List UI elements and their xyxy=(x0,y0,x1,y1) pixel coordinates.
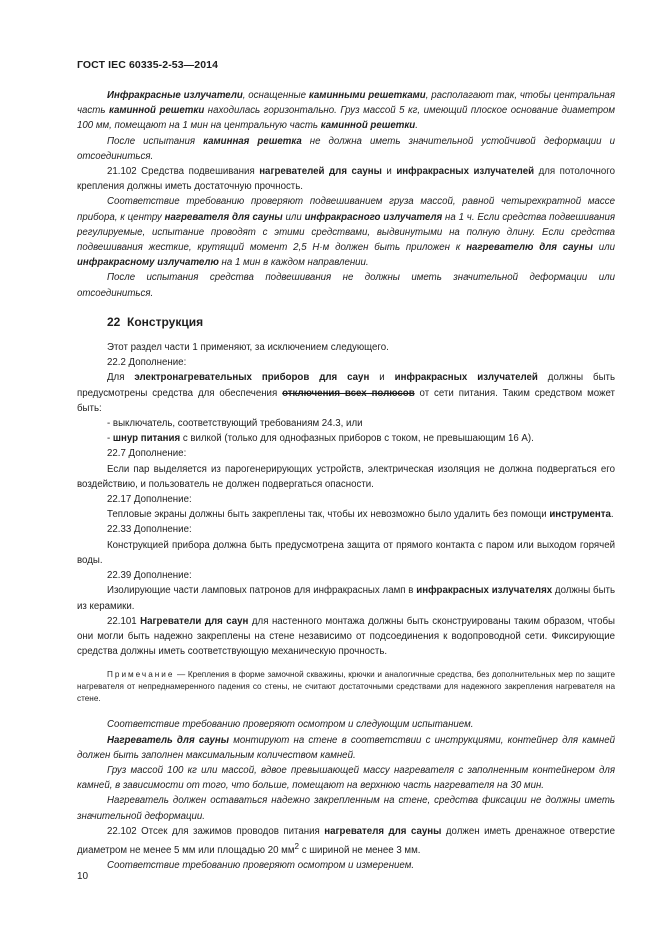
section-number: 22 xyxy=(107,314,121,329)
term: инструмента xyxy=(549,509,611,521)
section-intro: Этот раздел части 1 применяют, за исключением следующего. xyxy=(107,342,389,354)
compliance-check-measure: Соответствие требованию проверяют осмотром и измерением. xyxy=(107,860,415,872)
clause-22-17-text: Тепловые экраны должны быть закреплены так, чтобы их невозможно было удалить без помощи инструмента. xyxy=(107,509,614,521)
term: каминная решетка xyxy=(203,135,302,147)
clause-22-33-heading: 22.33 Дополнение: xyxy=(107,524,192,536)
paragraph-after-test-grille: После испытания каминная решетка не должна иметь значительной устойчивой деформации и отсоединиться. xyxy=(77,135,615,162)
term: нагревателя для сауны xyxy=(164,211,283,223)
page-header-title: ГОСТ IEC 60335-2-53—2014 xyxy=(77,59,219,71)
paragraph-infrared-grille: Инфракрасные излучатели, оснащенные каминными решетками, располагают так, чтобы центральная часть каминной решетки находилась горизонтально. Груз массой 5 кг, имеющий плоское основание диаметром 100 мм, помещают на 1 мин на центральную часть каминной решетки. xyxy=(77,90,615,132)
term: отключения всех полюсов xyxy=(282,387,415,399)
clause-22-17-heading: 22.17 Дополнение: xyxy=(107,494,192,506)
test-mounting: Нагреватель для сауны монтируют на стене в соответствии с инструкциями, контейнер для камней должен быть заполнен максимальным количеством камней. xyxy=(77,734,615,761)
note-text: — Крепления в форме замочной скважины, крючки и аналогичные средства, без дополнительных мер по защите нагревателя от непреднамеренного падения со стены, не считают достаточными средствами для надежного закрепления нагревателя на стене. xyxy=(77,670,615,704)
term: Инфракрасные излучатели xyxy=(107,90,243,101)
clause-22-7-heading: 22.7 Дополнение: xyxy=(107,448,187,460)
clause-22-39-text: Изолирующие части ламповых патронов для инфракрасных ламп в инфракрасных излучателях должны быть из керамики. xyxy=(77,585,616,612)
clause-21-102: 21.102 Средства подвешивания нагревателей для сауны и инфракрасных излучателей для потолочного крепления должны иметь достаточную прочность. xyxy=(77,166,615,193)
term: каминными решетками xyxy=(308,90,426,101)
term: нагревателей для сауны xyxy=(259,166,382,178)
term: инфракрасного излучателя xyxy=(304,211,443,223)
term: каминной решетки xyxy=(108,105,205,117)
term: каминной решетки xyxy=(320,120,416,132)
section-title: Конструкция xyxy=(127,314,204,329)
note xyxy=(77,669,615,705)
clause-22-39-heading: 22.39 Дополнение: xyxy=(107,570,192,582)
document-body xyxy=(77,88,615,874)
term: инфракрасных излучателей xyxy=(396,166,535,178)
clause-22-102: 22.102 Отсек для зажимов проводов питания нагревателя для сауны должен иметь дренажное отверстие диаметром не менее 5 мм или площадью 20 $мм^2$ с шириной не менее 3 мм. xyxy=(77,825,615,857)
clause-22-2-heading: 22.2 Дополнение: xyxy=(107,357,187,369)
term: нагревателя для сауны xyxy=(324,825,442,837)
clause-22-101: 22.101 Нагреватели для саун для настенного монтажа должны быть сконструированы таким образом, чтобы они могли быть надежно закреплены на стене независимо от подсоединения к водопроводной сети. Фиксирующие средства должны иметь соответствующую механическую прочность. xyxy=(77,615,615,658)
test-load: Груз массой 100 кг или массой, вдвое превышающей массу нагревателя с заполненным контейнером для камней, в зависимости от того, что больше, помещают на верхнюю часть нагревателя на 30 мин. xyxy=(77,764,615,792)
term: инфракрасных излучателях xyxy=(416,585,553,597)
compliance-check: Соответствие требованию проверяют осмотром и следующим испытанием. xyxy=(107,719,474,731)
note-label: Примечание xyxy=(107,670,175,680)
list-item: - выключатель, соответствующий требованиям 24.3, или xyxy=(107,418,363,430)
term: Нагреватель для сауны xyxy=(107,734,230,746)
term: шнур питания xyxy=(112,433,181,445)
term: электронагревательных приборов для саун xyxy=(134,372,370,384)
clause-22-2-text: Для электронагревательных приборов для саун и инфракрасных излучателей должны быть предусмотрены средства для обеспечения отключения всех полюсов от сети питания. Таким средством может быть: xyxy=(77,372,616,414)
page-number: 10 xyxy=(77,871,89,882)
clause-22-33-text: Конструкцией прибора должна быть предусмотрена защита от прямого контакта с паром или выходом горячей воды. xyxy=(77,539,615,566)
term: Нагреватели для саун xyxy=(140,615,249,627)
paragraph-suspension-test: Соответствие требованию проверяют подвешиванием груза массой, равной четырехкратной массе прибора, к центру нагревателя для сауны или инфракрасного излучателя на 1 ч. Если средства подвешивания регулируемые, испытание проводят с этими средствами, выдвинутыми на полную длину. Если средства подвешивания жесткие, крутящий момент 2,5 Н·м должен быть приложен к нагревателю для сауны или инфракрасному излучателю на 1 мин в каждом направлении. xyxy=(77,196,616,269)
term: инфракрасных излучателей xyxy=(394,372,538,384)
section-heading xyxy=(77,315,615,330)
term: инфракрасному излучателю xyxy=(77,257,219,269)
term: нагревателю для сауны xyxy=(466,242,593,254)
test-result: Нагреватель должен оставаться надежно закрепленным на стене, средства фиксации не должны иметь значительной деформации. xyxy=(77,795,615,822)
paragraph-suspension-result: После испытания средства подвешивания не должны иметь значительной деформации или отсоединиться. xyxy=(77,272,615,299)
clause-22-7-text: Если пар выделяется из парогенерирующих устройств, электрическая изоляция не должна подвергаться его воздействию, и пользователь не должен подвергаться опасности. xyxy=(77,463,615,490)
list-item: - шнур питания с вилкой (только для однофазных приборов с током, не превышающим 16 А). xyxy=(107,433,534,445)
